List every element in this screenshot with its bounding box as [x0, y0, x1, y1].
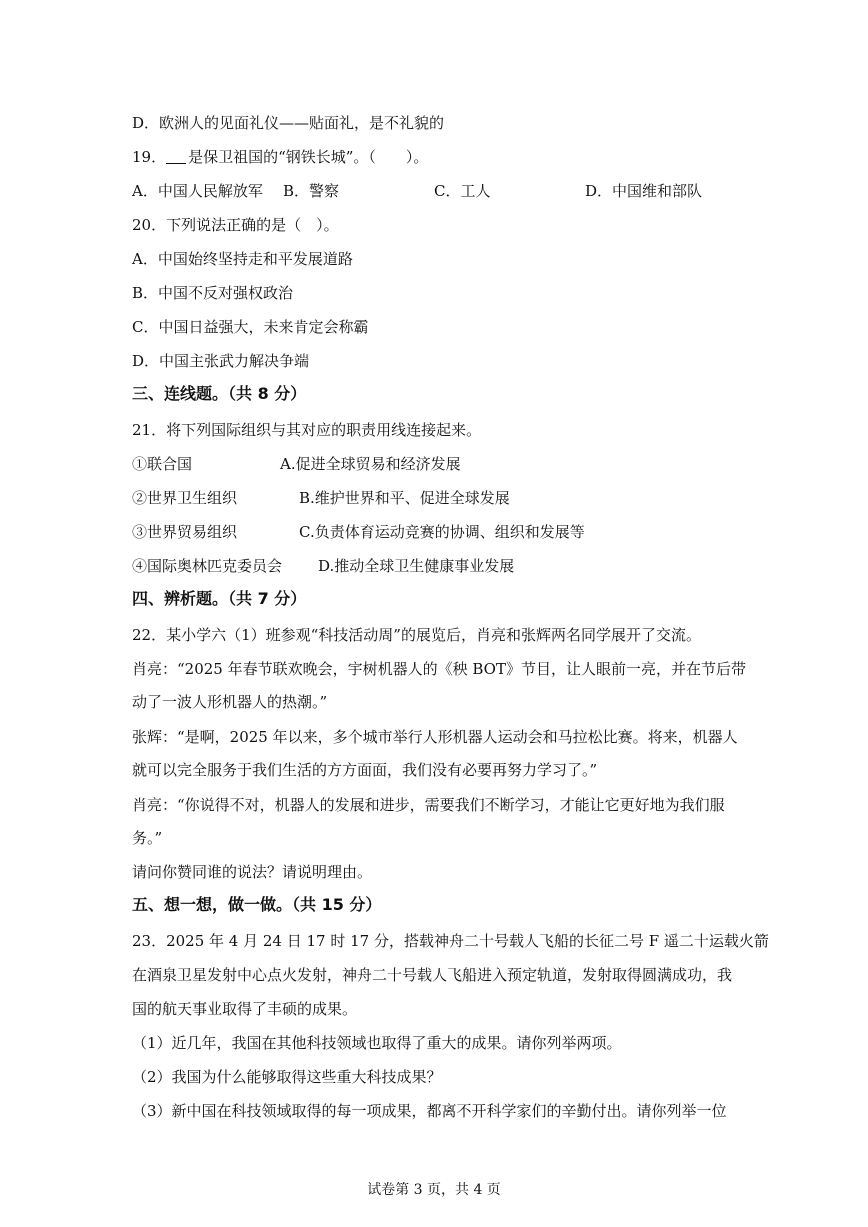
q22-paragraph: 动了一波人形机器人的热潮。” [132, 693, 328, 711]
q21-left-item[interactable]: ①联合国 [132, 455, 193, 473]
q19-option-a: A．中国人民解放军 [132, 182, 263, 200]
q21-right-item[interactable]: B.维护世界和平、促进全球发展 [299, 489, 510, 507]
page-footer: 试卷第 3 页，共 4 页 [367, 1182, 501, 1198]
q21-right-item[interactable]: D.推动全球卫生健康事业发展 [318, 557, 515, 575]
q21-left-item[interactable]: ③世界贸易组织 [132, 523, 238, 541]
q21-left-item[interactable]: ②世界卫生组织 [132, 489, 238, 507]
q19-option-b: B．警察 [283, 182, 340, 200]
q21-right-item[interactable]: C.负责体育运动竞赛的协调、组织和发展等 [299, 523, 585, 541]
q19-text: 是保卫祖国的“钢铁长城”。（ ）。 [188, 148, 429, 166]
q23-subquestion-2: （2）我国为什么能够取得这些重大科技成果？ [132, 1068, 442, 1086]
q23-paragraph: 国的航天事业取得了丰硕的成果。 [132, 1000, 358, 1018]
q23-paragraph: 23．2025 年 4 月 24 日 17 时 17 分，搭载神舟二十号载人飞船的长征二号 F 遥二十运载火箭 [132, 932, 769, 950]
q22-paragraph: 就可以完全服务于我们生活的方方面面，我们没有必要再努力学习了。” [132, 761, 598, 779]
q20-option-c: C．中国日益强大，未来肯定会称霸 [132, 318, 369, 336]
q22-intro: 22．某小学六（1）班参观“科技活动周”的展览后，肖亮和张辉两名同学展开了交流。 [132, 626, 701, 644]
q20-option-a: A．中国始终坚持走和平发展道路 [132, 250, 353, 268]
q20-option-d: D．中国主张武力解决争端 [132, 352, 310, 370]
q21-stem: 21．将下列国际组织与其对应的职责用线连接起来。 [132, 421, 482, 439]
q23-paragraph: 在酒泉卫星发射中心点火发射，神舟二十号载人飞船进入预定轨道，发射取得圆满成功，我 [132, 966, 733, 984]
q20-stem: 20．下列说法正确的是（ ）。 [132, 216, 339, 234]
q22-paragraph: 张辉：“是啊，2025 年以来，多个城市举行人形机器人运动会和马拉松比赛。将来，机器人 [132, 728, 738, 746]
q21-left-item[interactable]: ④国际奥林匹克委员会 [132, 557, 283, 575]
section-heading-4: 四、辨析题。（共 7 分） [132, 589, 307, 608]
answer-blank[interactable] [166, 149, 186, 164]
q22-question: 请问你赞同谁的说法？请说明理由。 [132, 863, 373, 881]
q19-option-c: C．工人 [434, 182, 491, 200]
q22-paragraph: 肖亮：“你说得不对，机器人的发展和进步，需要我们不断学习，才能让它更好地为我们服 [132, 796, 725, 814]
q22-paragraph: 肖亮：“2025 年春节联欢晚会，宇树机器人的《秧 BOT》节目，让人眼前一亮，并在节后带 [132, 660, 746, 678]
q22-paragraph: 务。” [132, 829, 163, 847]
q23-subquestion-1: （1）近几年，我国在其他科技领域也取得了重大的成果。请你列举两项。 [132, 1034, 622, 1052]
q18-option-d: D．欧洲人的见面礼仪——贴面礼，是不礼貌的 [132, 114, 445, 132]
section-heading-3: 三、连线题。（共 8 分） [132, 384, 307, 403]
q19-option-d: D．中国维和部队 [585, 182, 703, 200]
q21-right-item[interactable]: A.促进全球贸易和经济发展 [280, 455, 461, 473]
section-heading-5: 五、想一想，做一做。（共 15 分） [132, 895, 382, 914]
q19-stem [132, 147, 428, 167]
q20-option-b: B．中国不反对强权政治 [132, 284, 294, 302]
q19-number: 19． [132, 148, 167, 166]
q23-subquestion-3: （3）新中国在科技领域取得的每一项成果，都离不开科学家们的辛勤付出。请你列举一位 [132, 1102, 727, 1120]
